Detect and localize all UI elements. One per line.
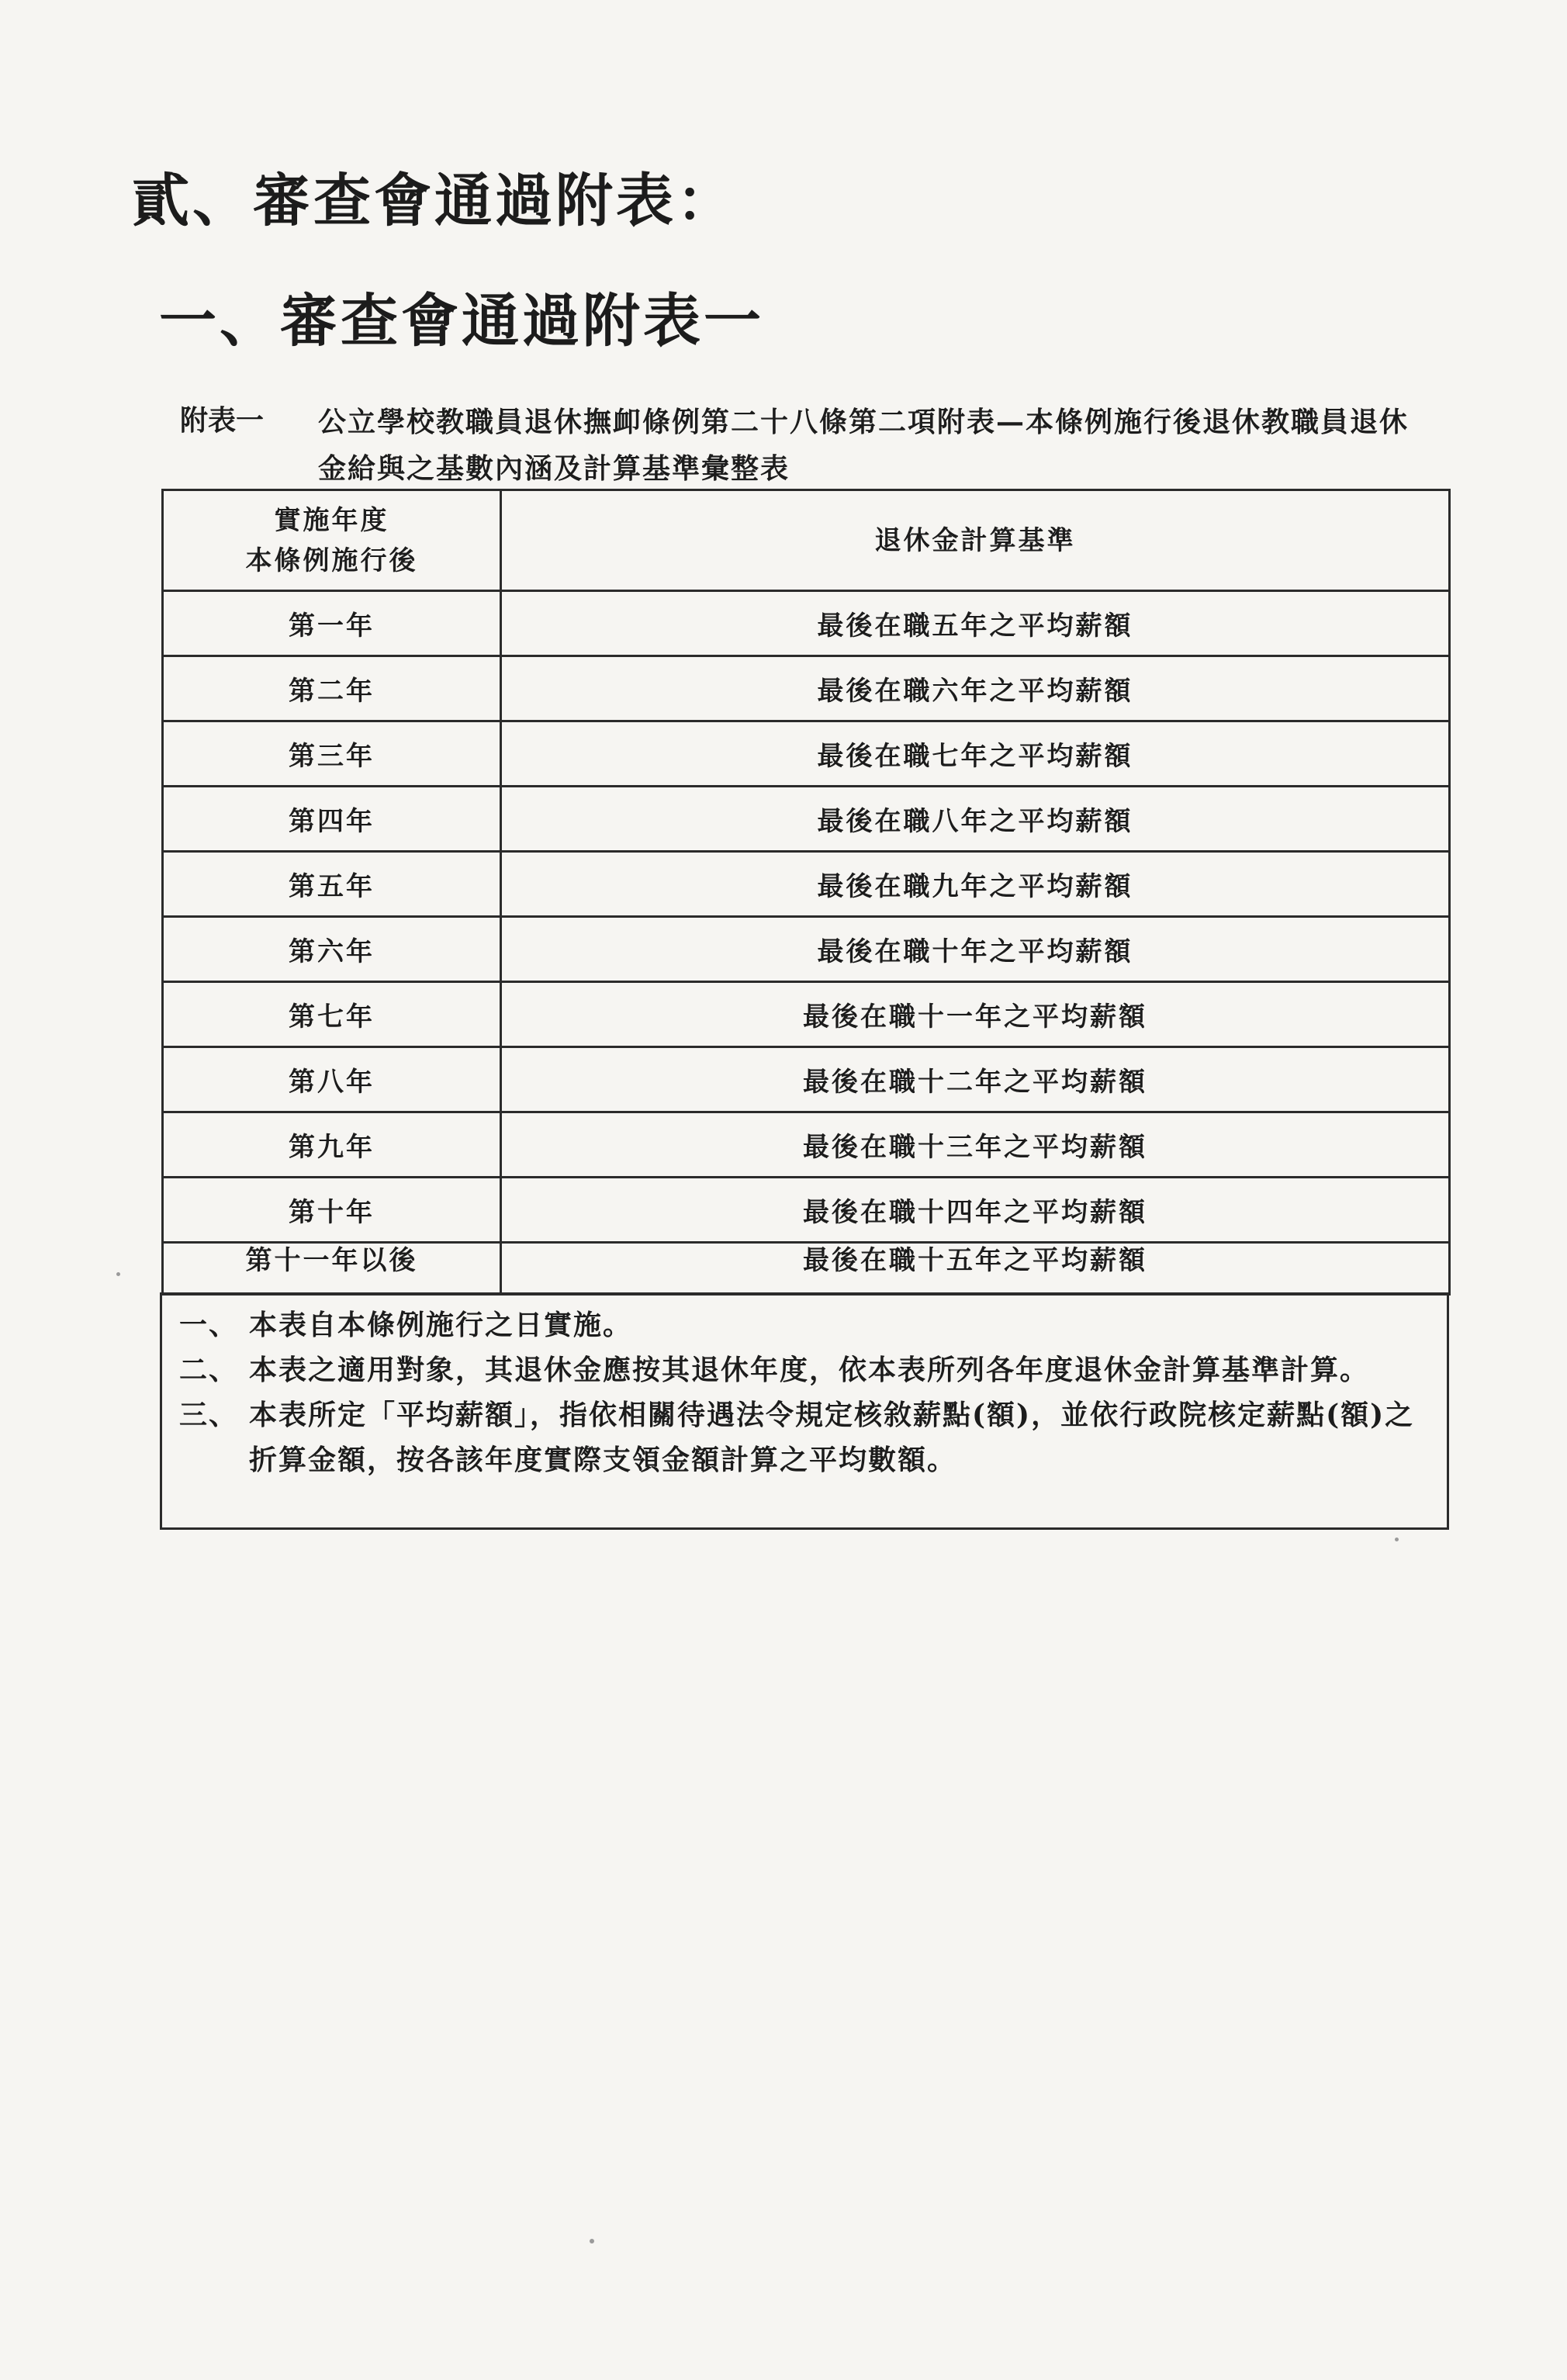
basis-cell: 最後在職六年之平均薪額 bbox=[501, 656, 1450, 721]
header-year-line2: 本條例施行後 bbox=[245, 545, 418, 576]
basis-cell: 最後在職九年之平均薪額 bbox=[501, 852, 1450, 917]
notes-box bbox=[160, 1292, 1449, 1530]
section-heading: 貳、審查會通過附表： bbox=[132, 168, 737, 234]
table-row bbox=[163, 1112, 1450, 1178]
retirement-basis-table bbox=[161, 489, 1451, 1296]
year-cell: 第十年 bbox=[163, 1178, 501, 1243]
header-year-cell bbox=[163, 490, 501, 591]
year-cell: 第三年 bbox=[163, 721, 501, 787]
table-row bbox=[163, 591, 1450, 656]
table-row bbox=[163, 917, 1450, 982]
note-number: 二、 bbox=[179, 1354, 239, 1386]
note-item bbox=[179, 1347, 1434, 1392]
basis-cell: 最後在職十二年之平均薪額 bbox=[501, 1047, 1450, 1112]
note-item bbox=[179, 1302, 1434, 1347]
year-cell: 第六年 bbox=[163, 917, 501, 982]
basis-cell: 最後在職十四年之平均薪額 bbox=[501, 1178, 1450, 1243]
basis-cell: 最後在職八年之平均薪額 bbox=[501, 787, 1450, 852]
year-cell: 第八年 bbox=[163, 1047, 501, 1112]
table-caption: 公立學校教職員退休撫卹條例第二十八條第二項附表—本條例施行後退休教職員退休金給與之基數內涵及計算基準彙整表 bbox=[318, 406, 1410, 485]
scan-speck bbox=[590, 2239, 594, 2243]
table-caption-label: 附表一 bbox=[180, 404, 265, 437]
year-cell: 第七年 bbox=[163, 982, 501, 1047]
basis-cell: 最後在職五年之平均薪額 bbox=[501, 591, 1450, 656]
note-number: 三、 bbox=[179, 1399, 239, 1431]
note-text: 本表所定「平均薪額」，指依相關待遇法令規定核敘薪點(額)，並依行政院核定薪點(額)之折算金額，按各該年度實際支領金額計算之平均數額。 bbox=[249, 1399, 1415, 1476]
table-row bbox=[163, 852, 1450, 917]
year-cell: 第四年 bbox=[163, 787, 501, 852]
table-row bbox=[163, 1047, 1450, 1112]
header-basis-cell: 退休金計算基準 bbox=[501, 490, 1450, 591]
note-item bbox=[179, 1392, 1434, 1482]
year-cell: 第五年 bbox=[163, 852, 501, 917]
table-row bbox=[163, 982, 1450, 1047]
year-cell: 第九年 bbox=[163, 1112, 501, 1178]
basis-cell: 最後在職七年之平均薪額 bbox=[501, 721, 1450, 787]
basis-cell: 最後在職十三年之平均薪額 bbox=[501, 1112, 1450, 1178]
basis-cell: 最後在職十一年之平均薪額 bbox=[501, 982, 1450, 1047]
table-row bbox=[163, 721, 1450, 787]
basis-cell: 最後在職十五年之平均薪額 bbox=[501, 1243, 1450, 1295]
subsection-heading: 一、審查會通過附表一 bbox=[159, 288, 764, 355]
year-cell: 第一年 bbox=[163, 591, 501, 656]
basis-cell: 最後在職十年之平均薪額 bbox=[501, 917, 1450, 982]
header-year-line1: 實施年度 bbox=[274, 504, 389, 536]
table-row bbox=[163, 1178, 1450, 1243]
note-number: 一、 bbox=[179, 1309, 239, 1341]
scan-speck bbox=[116, 1272, 120, 1276]
table-row bbox=[163, 1243, 1450, 1295]
table-header-row bbox=[163, 490, 1450, 591]
scan-speck bbox=[1395, 1538, 1399, 1541]
year-cell: 第二年 bbox=[163, 656, 501, 721]
note-text: 本表自本條例施行之日實施。 bbox=[249, 1309, 633, 1341]
table-row bbox=[163, 656, 1450, 721]
note-text: 本表之適用對象，其退休金應按其退休年度，依本表所列各年度退休金計算基準計算。 bbox=[249, 1354, 1370, 1386]
table-row bbox=[163, 787, 1450, 852]
year-cell: 第十一年以後 bbox=[163, 1243, 501, 1295]
